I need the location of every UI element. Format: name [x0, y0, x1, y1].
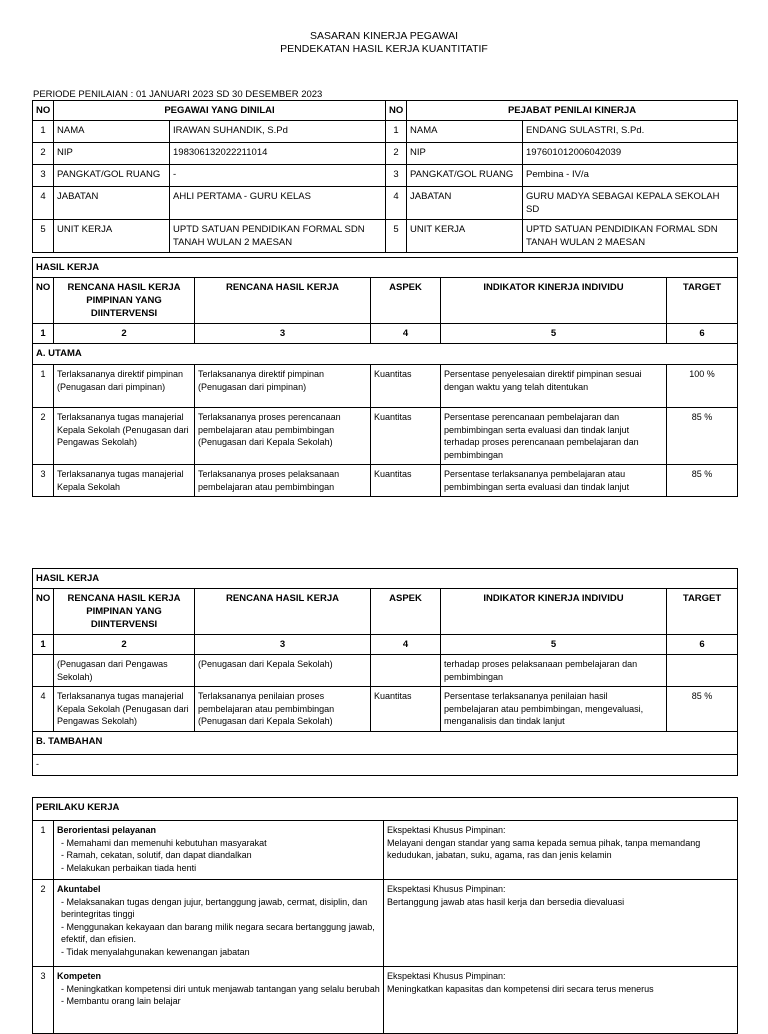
hasil-kerja-section: HASIL KERJA [33, 569, 738, 589]
item-point: - Memahami dan memenuhi kebutuhan masyarakat [61, 837, 267, 848]
row-value: IRAWAN SUHANDIK, S.Pd [170, 121, 386, 143]
col-no: NO [33, 278, 54, 324]
col-target: TARGET [667, 589, 738, 635]
row-rencana: Terlaksananya proses perencanaan pembelajaran atau pembimbingan (Penugasan dari Kepala Sekolah) [195, 408, 371, 465]
row-value: ENDANG SULASTRI, S.Pd. [523, 121, 738, 143]
col-no: NO [33, 589, 54, 635]
row-no: 1 [33, 121, 54, 143]
col-aspek: ASPEK [371, 589, 441, 635]
row-no: 2 [33, 143, 54, 165]
row-pimpinan: Terlaksananya tugas manajerial Kepala Sekolah [54, 465, 195, 497]
perilaku-section: PERILAKU KERJA [33, 798, 738, 821]
row-no: 2 [33, 408, 54, 465]
item-point: - Menggunakan kekayaan dan barang milik negara secara bertanggung jawab, efektif, dan efisien. [61, 921, 375, 944]
row-indikator: Persentase terlaksananya pembelajaran atau pembimbingan serta evaluasi dan tindak lanjut [441, 465, 667, 497]
row-no: 5 [386, 220, 407, 253]
row-label: JABATAN [54, 187, 170, 220]
item-point: - Meningkatkan kompetensi diri untuk menjawab tantangan yang selalu berubah [61, 983, 380, 994]
col-num: 2 [54, 635, 195, 655]
row-label: PANGKAT/GOL RUANG [407, 165, 523, 187]
column-number-row [33, 324, 738, 344]
row-value: - [170, 165, 386, 187]
col-num: 6 [667, 324, 738, 344]
hasil-row [33, 408, 738, 465]
expectation-text: Melayani dengan standar yang sama kepada semua pihak, tanpa memandang kedudukan, jabatan, suku, agama, ras dan jenis kelamin [387, 837, 701, 860]
row-no: 1 [386, 121, 407, 143]
tambahan-value: - [33, 754, 738, 775]
row-rencana: Terlaksananya penilaian proses pembelajaran atau pembimbingan (Penugasan dari Kepala Sekolah) [195, 687, 371, 732]
pejabat-header: PEJABAT PENILAI KINERJA [407, 101, 738, 121]
row-indikator: Persentase penyelesaian direktif pimpinan sesuai dengan waktu yang telah ditentukan [441, 365, 667, 408]
row-value: UPTD SATUAN PENDIDIKAN FORMAL SDN TANAH WULAN 2 MAESAN [523, 220, 738, 253]
row-no: 4 [33, 687, 54, 732]
row-pimpinan: Terlaksananya tugas manajerial Kepala Sekolah (Penugasan dari Pengawas Sekolah) [54, 687, 195, 732]
hasil-row [33, 687, 738, 732]
row-no: 3 [33, 465, 54, 497]
row-aspek: Kuantitas [371, 408, 441, 465]
row-aspek: Kuantitas [371, 465, 441, 497]
col-indikator: INDIKATOR KINERJA INDIVIDU [441, 589, 667, 635]
row-label: NIP [407, 143, 523, 165]
row-label: PANGKAT/GOL RUANG [54, 165, 170, 187]
col-aspek: ASPEK [371, 278, 441, 324]
row-label: NAMA [54, 121, 170, 143]
row-label: NAMA [407, 121, 523, 143]
row-rencana: Terlaksananya direktif pimpinan (Penugasan dari pimpinan) [195, 365, 371, 408]
row-no: 4 [33, 187, 54, 220]
hasil-kerja-page1 [32, 257, 739, 518]
row-no [33, 655, 54, 687]
hasil-row [33, 465, 738, 497]
row-indikator: Persentase perencanaan pembelajaran dan pembimbingan serta evaluasi dan tindak lanjut terhadap proses perencanaan pembelajaran dan pembimbingan [441, 408, 667, 465]
row-value: UPTD SATUAN PENDIDIKAN FORMAL SDN TANAH WULAN 2 MAESAN [170, 220, 386, 253]
row-label: UNIT KERJA [54, 220, 170, 253]
col-rencana: RENCANA HASIL KERJA [195, 589, 371, 635]
item-no: 2 [33, 880, 54, 967]
col-rencana: RENCANA HASIL KERJA [195, 278, 371, 324]
expectation-label: Ekspektasi Khusus Pimpinan: [387, 884, 506, 894]
expectation-text: Bertanggung jawab atas hasil kerja dan bersedia dievaluasi [387, 896, 625, 907]
utama-section: A. UTAMA [33, 344, 738, 365]
expectation-text: Meningkatkan kapasitas dan kompetensi diri secara terus menerus [387, 983, 654, 994]
col-num: 5 [441, 324, 667, 344]
expectation-label: Ekspektasi Khusus Pimpinan: [387, 825, 506, 835]
periode-penilaian: PERIODE PENILAIAN : 01 JANUARI 2023 SD 30 DESEMBER 2023 [33, 89, 323, 100]
no-header: NO [33, 101, 54, 121]
col-num: 3 [195, 324, 371, 344]
row-pimpinan: (Penugasan dari Pengawas Sekolah) [54, 655, 195, 687]
row-no: 5 [33, 220, 54, 253]
identity-row [33, 121, 738, 143]
pegawai-header: PEGAWAI YANG DINILAI [54, 101, 386, 121]
row-rencana: Terlaksananya proses pelaksanaan pembelajaran atau pembimbingan [195, 465, 371, 497]
item-point: - Tidak menyalahgunakan kewenangan jabatan [61, 946, 250, 957]
tambahan-section: B. TAMBAHAN [33, 731, 738, 754]
identity-row [33, 165, 738, 187]
row-value: 198306132022211014 [170, 143, 386, 165]
col-num: 4 [371, 635, 441, 655]
row-aspek: Kuantitas [371, 365, 441, 408]
row-indikator: terhadap proses pelaksanaan pembelajaran dan pembimbingan [441, 655, 667, 687]
hasil-kerja-section: HASIL KERJA [33, 258, 738, 278]
row-rencana: (Penugasan dari Kepala Sekolah) [195, 655, 371, 687]
col-num: 1 [33, 635, 54, 655]
hasil-kerja-table-continued [32, 568, 738, 776]
expectation-label: Ekspektasi Khusus Pimpinan: [387, 971, 506, 981]
row-no: 3 [33, 165, 54, 187]
col-pimpinan: RENCANA HASIL KERJA PIMPINAN YANG DIINTERVENSI [54, 278, 195, 324]
hasil-row-continued [33, 655, 738, 687]
document-subtitle: PENDEKATAN HASIL KERJA KUANTITATIF [280, 43, 488, 55]
col-indikator: INDIKATOR KINERJA INDIVIDU [441, 278, 667, 324]
row-target: 85 % [667, 465, 738, 497]
perilaku-item [33, 821, 738, 880]
row-value: 197601012006042039 [523, 143, 738, 165]
perilaku-item [33, 880, 738, 967]
hasil-row [33, 365, 738, 408]
identity-row [33, 187, 738, 220]
row-target: 85 % [667, 408, 738, 465]
item-point: - Ramah, cekatan, solutif, dan dapat diandalkan [61, 850, 252, 860]
row-target: 85 % [667, 687, 738, 732]
document-title: SASARAN KINERJA PEGAWAI [309, 30, 458, 42]
row-no: 4 [386, 187, 407, 220]
col-num: 5 [441, 635, 667, 655]
item-point: - Melaksanakan tugas dengan jujur, bertanggung jawab, cermat, disiplin, dan berintegritas tinggi [61, 896, 368, 919]
col-num: 6 [667, 635, 738, 655]
row-label: NIP [54, 143, 170, 165]
hasil-kerja-table [32, 257, 738, 497]
row-aspek: Kuantitas [371, 687, 441, 732]
row-label: JABATAN [407, 187, 523, 220]
col-num: 4 [371, 324, 441, 344]
item-title: Kompeten [57, 971, 102, 981]
row-value: Pembina - IV/a [523, 165, 738, 187]
row-value: AHLI PERTAMA - GURU KELAS [170, 187, 386, 220]
row-label: UNIT KERJA [407, 220, 523, 253]
no-header: NO [386, 101, 407, 121]
identity-row [33, 143, 738, 165]
item-point: - Membantu orang lain belajar [61, 996, 181, 1006]
item-point: - Melakukan perbaikan tiada henti [61, 862, 197, 873]
row-value: GURU MADYA SEBAGAI KEPALA SEKOLAH SD [523, 187, 738, 220]
item-title: Berorientasi pelayanan [57, 825, 157, 835]
row-target [667, 655, 738, 687]
row-pimpinan: Terlaksananya direktif pimpinan (Penugasan dari pimpinan) [54, 365, 195, 408]
identity-table [32, 100, 738, 253]
hasil-header-row [33, 278, 738, 324]
col-num: 1 [33, 324, 54, 344]
row-pimpinan: Terlaksananya tugas manajerial Kepala Sekolah (Penugasan dari Pengawas Sekolah) [54, 408, 195, 465]
item-no: 3 [33, 967, 54, 1034]
row-aspek [371, 655, 441, 687]
row-indikator: Persentase terlaksananya penilaian hasil pembelajaran atau pembimbingan, mengevaluasi, menganalisis dan tindak lanjut [441, 687, 667, 732]
col-pimpinan: RENCANA HASIL KERJA PIMPINAN YANG DIINTERVENSI [54, 589, 195, 635]
row-no: 2 [386, 143, 407, 165]
row-no: 3 [386, 165, 407, 187]
col-num: 3 [195, 635, 371, 655]
perilaku-kerja-table [32, 797, 738, 1034]
item-no: 1 [33, 821, 54, 880]
col-num: 2 [54, 324, 195, 344]
hasil-header-row [33, 589, 738, 635]
identity-row [33, 220, 738, 253]
row-target: 100 % [667, 365, 738, 408]
perilaku-item [33, 967, 738, 1034]
identity-header-row [33, 101, 738, 121]
row-no: 1 [33, 365, 54, 408]
col-target: TARGET [667, 278, 738, 324]
column-number-row [33, 635, 738, 655]
item-title: Akuntabel [57, 884, 101, 894]
